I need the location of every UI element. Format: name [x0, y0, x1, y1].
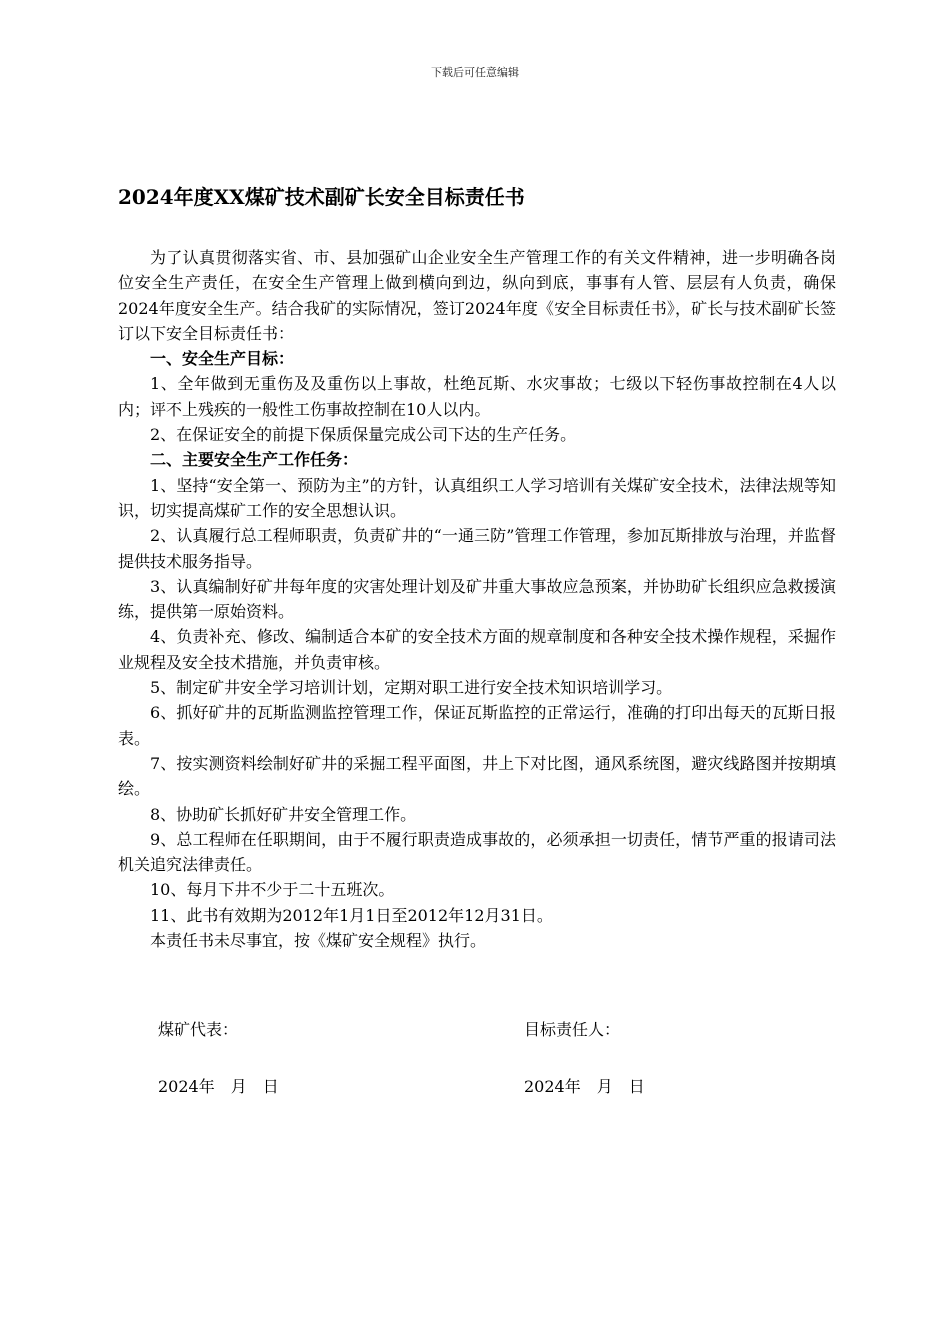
goal-item: 1、全年做到无重伤及及重伤以上事故，杜绝瓦斯、水灾事故；七级以下轻伤事故控制在4人以内；评不上残疾的一般性工伤事故控制在10人以内。: [118, 374, 836, 419]
signature-date-row: [158, 1074, 718, 1099]
mine-representative-label: 煤矿代表：: [158, 1020, 239, 1039]
section-heading-tasks: 二、主要安全生产工作任务：: [150, 450, 359, 470]
task-item: 5、制定矿井安全学习培训计划，定期对职工进行安全技术知识培训学习。: [150, 678, 673, 698]
document-title: 2024年度XX煤矿技术副矿长安全目标责任书: [118, 185, 525, 209]
signature-block: [158, 1017, 718, 1131]
task-item: 6、抓好矿井的瓦斯监测监控管理工作，保证瓦斯监控的正常运行，准确的打印出每天的瓦斯日报表。: [118, 703, 836, 748]
signature-label-row: [158, 1017, 718, 1042]
header-note: 下载后可任意编辑: [431, 66, 519, 79]
intro-paragraph: 为了认真贯彻落实省、市、县加强矿山企业安全生产管理工作的有关文件精神，进一步明确各岗位安全生产责任，在安全生产管理上做到横向到边，纵向到底，事事有人管、层层有人负责，确保2024年度安全生产。结合我矿的实际情况，签订2024年度《安全目标责任书》，矿长与技术副矿长签订以下安全目标责任书：: [118, 248, 836, 343]
task-item: 1、坚持“安全第一、预防为主”的方针，认真组织工人学习培训有关煤矿安全技术，法律法规等知识，切实提高煤矿工作的安全思想认识。: [118, 475, 836, 520]
task-item: 7、按实测资料绘制好矿井的采掘工程平面图，井上下对比图，通风系统图，避灾线路图并按期填绘。: [118, 753, 836, 799]
target-responsible-person-label: 目标责任人：: [524, 1020, 621, 1039]
mine-representative-date: 2024年 月 日: [158, 1077, 279, 1096]
task-item: 8、协助矿长抓好矿井安全管理工作。: [150, 804, 417, 824]
task-item: 2、认真履行总工程师职责，负责矿井的“一通三防”管理工作管理，参加瓦斯排放与治理，并监督提供技术服务指导。: [118, 526, 836, 571]
section-heading-goals: 一、安全生产目标：: [150, 349, 295, 369]
document-body: [118, 245, 836, 953]
task-item: 10、每月下井不少于二十五班次。: [150, 880, 395, 900]
task-item: 4、负责补充、修改、编制适合本矿的安全技术方面的规章制度和各种安全技术操作规程，采掘作业规程及安全技术措施，并负责审核。: [118, 627, 836, 672]
closing-paragraph: 本责任书未尽事宜，按《煤矿安全规程》执行。: [150, 931, 487, 951]
task-item: 9、总工程师在任职期间，由于不履行职责造成事故的，必须承担一切责任，情节严重的报请司法机关追究法律责任。: [118, 829, 836, 875]
target-responsible-person-date: 2024年 月 日: [524, 1077, 645, 1096]
task-item: 3、认真编制好矿井每年度的灾害处理计划及矿井重大事故应急预案，并协助矿长组织应急救援演练，提供第一原始资料。: [118, 576, 836, 622]
goal-item: 2、在保证安全的前提下保质保量完成公司下达的生产任务。: [150, 425, 577, 445]
task-item: 11、此书有效期为2012年1月1日至2012年12月31日。: [150, 905, 553, 925]
